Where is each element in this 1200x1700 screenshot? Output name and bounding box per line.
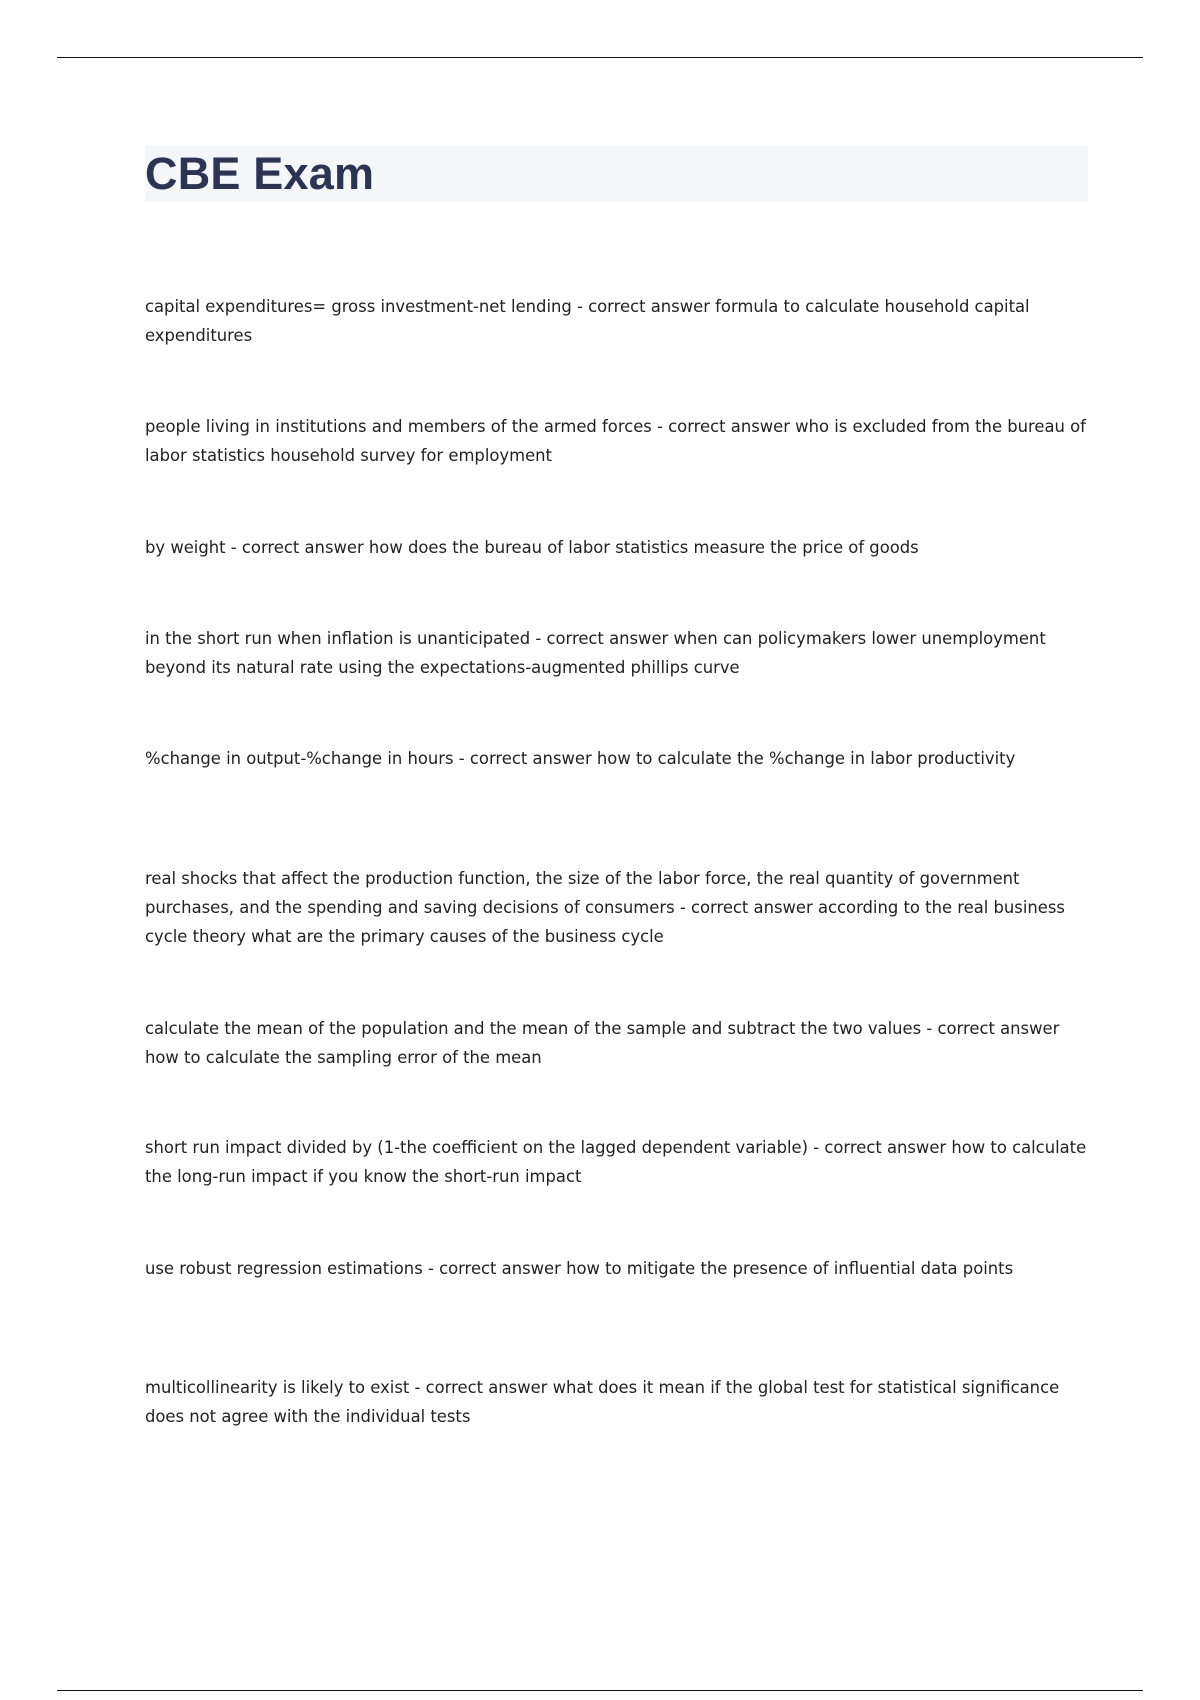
qa-entry-7: calculate the mean of the population and the mean of the sample and subtract the two values - correct answer how to calculate the sampling error of the mean: [145, 1019, 1060, 1067]
qa-entry-9: use robust regression estimations - correct answer how to mitigate the presence of influential data points: [145, 1259, 1014, 1278]
qa-entry-3: by weight - correct answer how does the bureau of labor statistics measure the price of goods: [145, 538, 919, 557]
top-rule: [57, 57, 1143, 58]
qa-entry-10: multicollinearity is likely to exist - correct answer what does it mean if the global test for statistical significance does not agree with the individual tests: [145, 1378, 1060, 1426]
page-title: CBE Exam: [145, 148, 375, 199]
bottom-rule: [57, 1690, 1143, 1691]
qa-entry-4: in the short run when inflation is unanticipated - correct answer when can policymakers lower unemployment beyond its natural rate using the expectations-augmented phillips curve: [145, 629, 1046, 677]
qa-entry-1: capital expenditures= gross investment-net lending - correct answer formula to calculate household capital expenditures: [145, 297, 1030, 345]
qa-entry-2: people living in institutions and members of the armed forces - correct answer who is excluded from the bureau of labor statistics household survey for employment: [145, 417, 1086, 465]
title-band: [145, 146, 1088, 202]
qa-entry-5: %change in output-%change in hours - correct answer how to calculate the %change in labor productivity: [145, 749, 1016, 768]
qa-entry-6: real shocks that affect the production function, the size of the labor force, the real quantity of government purchases, and the spending and saving decisions of consumers - correct answer according to the real business cycle theory what are the primary causes of the business cycle: [145, 869, 1065, 946]
qa-entry-8: short run impact divided by (1-the coefficient on the lagged dependent variable) - correct answer how to calculate the long-run impact if you know the short-run impact: [145, 1138, 1087, 1186]
